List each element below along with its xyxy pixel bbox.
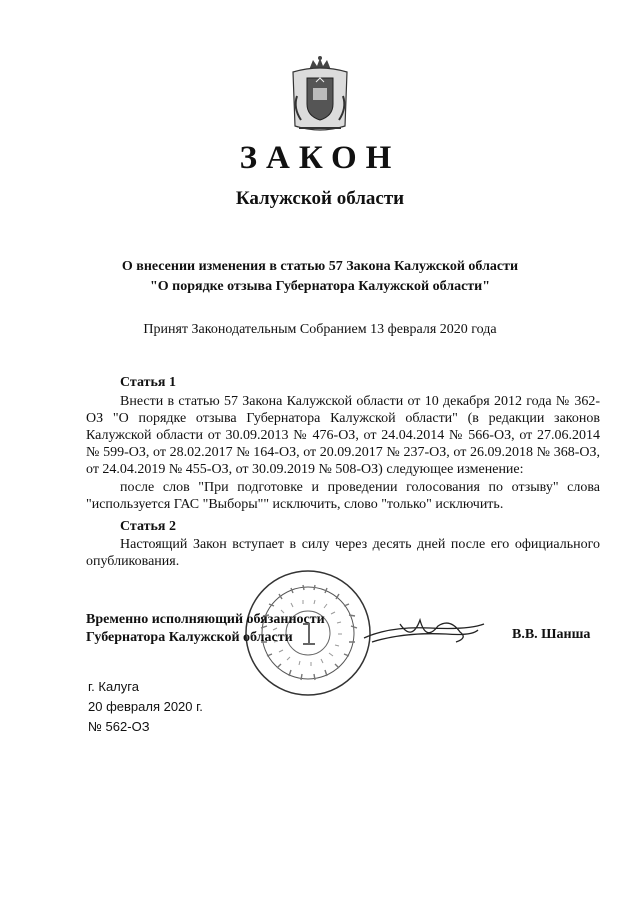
article-1-paragraph-1: Внести в статью 57 Закона Калужской области от 10 декабря 2012 года № 362-ОЗ "О порядке отзыва Губернатора Калужской области" (в редакции законов Калужской области от 30.09.2013 № 476-ОЗ, от 24.04.2014 № 566-ОЗ, от 27.06.2014 № 599-ОЗ, от 28.02.2017 № 164-ОЗ, от 20.09.2017 № 237-ОЗ, от 26.09.2018 № 368-ОЗ, от 24.04.2019 № 455-ОЗ, от 30.09.2019 № 508-ОЗ) следующее изменение: [86, 394, 600, 477]
signatory-position-line-1: Временно исполняющий обязанности [86, 612, 325, 627]
coat-of-arms-emblem-icon [289, 56, 351, 134]
footer-city: г. Калуга [88, 679, 139, 694]
article-2-heading: Статья 2 [120, 519, 176, 534]
article-1-paragraph-2: после слов "При подготовке и проведении голосования по отзыву" слова "используется ГАС "Выборы"" исключить, слово "только" исключить. [86, 480, 600, 512]
signatory-position [86, 611, 325, 647]
footer-date: 20 февраля 2020 г. [88, 699, 203, 714]
law-subject-line-1: О внесении изменения в статью 57 Закона Калужской области [121, 259, 519, 274]
article-2-paragraph-1: Настоящий Закон вступает в силу через десять дней после его официального опубликования. [86, 537, 600, 569]
document-title: ЗАКОН [239, 140, 401, 176]
law-subject-line-2: "О порядке отзыва Губернатора Калужской области" [149, 279, 491, 294]
footer-number: № 562-ОЗ [88, 719, 150, 734]
region-name: Калужской области [235, 188, 405, 209]
adoption-statement: Принят Законодательным Собранием 13 февраля 2020 года [143, 322, 497, 337]
handwritten-signature-icon [360, 612, 490, 652]
law-subject [0, 257, 640, 297]
document-footer [88, 677, 203, 737]
signatory-position-line-2: Губернатора Калужской области [86, 630, 293, 645]
article-1-heading: Статья 1 [120, 375, 176, 390]
signatory-name: В.В. Шанша [512, 627, 591, 642]
